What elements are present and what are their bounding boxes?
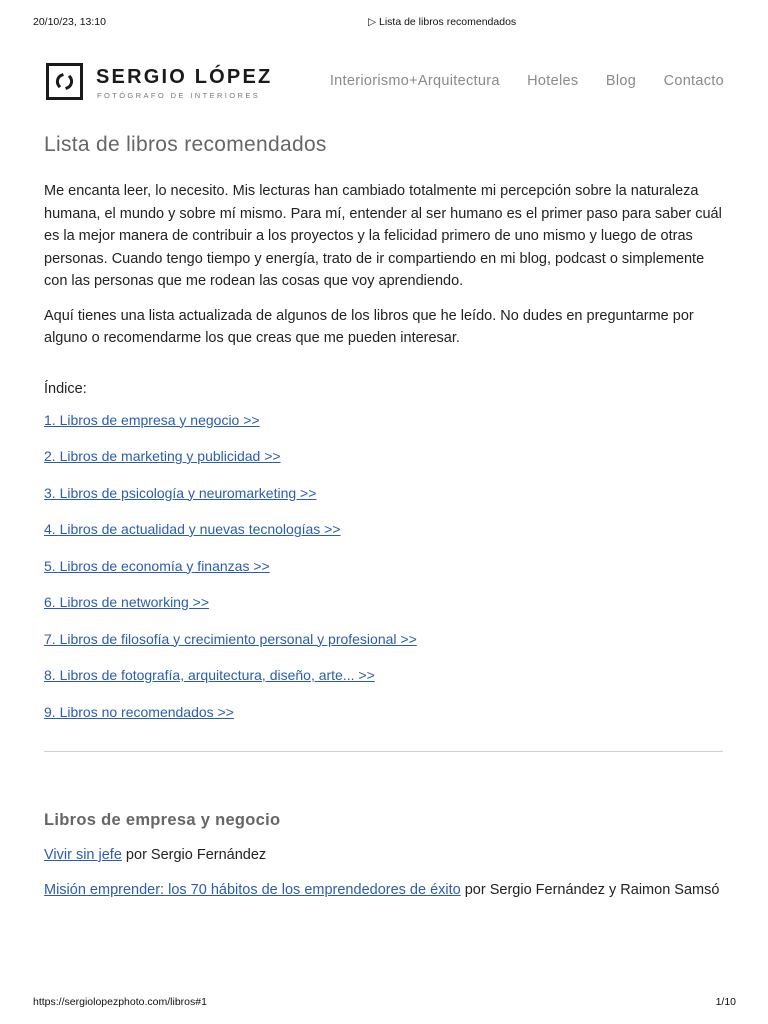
toc-link-psicologia-neuromarketing[interactable]: 3. Libros de psicología y neuromarketing >> bbox=[44, 484, 317, 501]
toc-link-filosofia-crecimiento[interactable]: 7. Libros de filosofía y crecimiento personal y profesional >> bbox=[44, 630, 417, 647]
toc-item bbox=[44, 702, 724, 739]
book-link-vivir-sin-jefe[interactable]: Vivir sin jefe bbox=[44, 847, 122, 863]
print-page-indicator: 1/10 bbox=[715, 996, 736, 1008]
toc-link-networking[interactable]: 6. Libros de networking >> bbox=[44, 594, 209, 610]
toc-item bbox=[44, 592, 724, 629]
book-author: por Sergio Fernández y Raimon Samsó bbox=[460, 881, 720, 898]
book-link-mision-emprender[interactable]: Misión emprender: los 70 hábitos de los emprendedores de éxito bbox=[44, 881, 461, 898]
print-footer bbox=[0, 996, 768, 1010]
toc-item bbox=[44, 446, 724, 483]
toc-item bbox=[44, 483, 724, 520]
logo-mark-icon bbox=[46, 63, 83, 100]
toc-link-no-recomendados[interactable]: 9. Libros no recomendados >> bbox=[44, 703, 234, 720]
nav-hoteles[interactable]: Hoteles bbox=[527, 73, 579, 89]
intro-paragraph: Me encanta leer, lo necesito. Mis lecturas han cambiado totalmente mi percepción sobre la naturaleza humana, el mundo y sobre mí mismo. Para mí, entender al ser humano es el primer paso para saber cuál es la mejor manera de contribuir a los proyectos y la felicidad primero de uno mismo y luego de otras personas. Cuando tengo tiempo y energía, trato de ir compartiendo en mi blog, podcast o simplemente con las personas que me rodean las cosas que voy aprendiendo. bbox=[44, 183, 722, 289]
nav-interiorismo-arquitectura[interactable]: Interiorismo+Arquitectura bbox=[329, 73, 500, 89]
section-divider bbox=[44, 751, 723, 752]
print-document-title: ▷ Lista de libros recomendados bbox=[368, 16, 517, 28]
toc-link-actualidad-tecnologias[interactable]: 4. Libros de actualidad y nuevas tecnologías >> bbox=[44, 521, 341, 537]
logo-name: SERGIO LÓPEZ bbox=[96, 66, 273, 88]
print-datetime: 20/10/23, 13:10 bbox=[33, 16, 106, 28]
book-entry bbox=[44, 879, 724, 902]
page-title: Lista de libros recomendados bbox=[44, 133, 327, 156]
section-title-empresa-negocio: Libros de empresa y negocio bbox=[44, 811, 281, 829]
index-label: Índice: bbox=[44, 380, 87, 397]
book-entry bbox=[44, 844, 724, 867]
main-nav bbox=[307, 72, 724, 90]
toc-link-empresa-negocio[interactable]: 1. Libros de empresa y negocio >> bbox=[44, 411, 260, 428]
toc-item bbox=[44, 629, 724, 666]
article-content bbox=[44, 130, 724, 901]
table-of-contents bbox=[44, 410, 724, 739]
print-header bbox=[0, 16, 768, 30]
site-logo[interactable] bbox=[46, 63, 273, 103]
nav-blog[interactable]: Blog bbox=[605, 73, 637, 89]
toc-item bbox=[44, 665, 724, 702]
toc-item bbox=[44, 410, 724, 447]
book-author: por Sergio Fernández bbox=[121, 847, 267, 863]
intro-paragraph-2: Aquí tienes una lista actualizada de algunos de los libros que he leído. No dudes en preguntarme por alguno o recomendarme los que creas que me pueden interesar. bbox=[44, 307, 694, 346]
print-url: https://sergiolopezphoto.com/libros#1 bbox=[33, 996, 207, 1008]
toc-item bbox=[44, 519, 724, 556]
toc-item bbox=[44, 556, 724, 593]
toc-link-economia-finanzas[interactable]: 5. Libros de economía y finanzas >> bbox=[44, 557, 270, 574]
site-header bbox=[46, 58, 724, 106]
nav-contacto[interactable]: Contacto bbox=[663, 73, 724, 89]
logo-tagline: FOTÓGRAFO DE INTERIORES bbox=[97, 91, 261, 100]
toc-link-fotografia-arquitectura[interactable]: 8. Libros de fotografía, arquitectura, diseño, arte... >> bbox=[44, 667, 375, 683]
toc-link-marketing-publicidad[interactable]: 2. Libros de marketing y publicidad >> bbox=[44, 448, 281, 464]
